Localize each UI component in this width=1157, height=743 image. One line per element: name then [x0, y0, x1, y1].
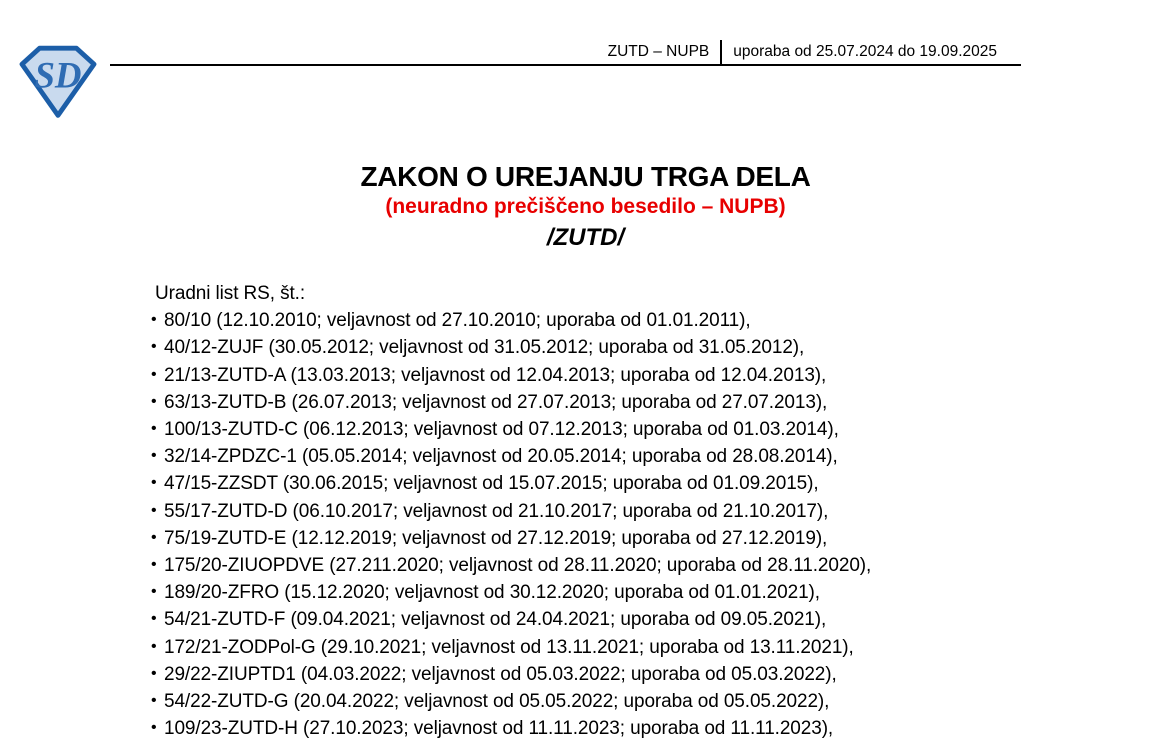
- bullet-icon: •: [151, 610, 157, 628]
- amendment-item: [151, 715, 1117, 742]
- amendment-text: 80/10 (12.10.2010; veljavnost od 27.10.2010; uporaba od 01.01.2011),: [164, 310, 751, 332]
- bullet-icon: •: [151, 719, 157, 737]
- amendment-text: 47/15-ZZSDT (30.06.2015; veljavnost od 15.07.2015; uporaba od 01.09.2015),: [164, 473, 819, 495]
- bullet-icon: •: [151, 692, 157, 710]
- amendments-section: [151, 280, 1117, 742]
- document-title: ZAKON O UREJANJU TRGA DELA: [360, 161, 811, 192]
- title-block: [0, 161, 1157, 253]
- amendments-list: [151, 307, 1117, 742]
- amendment-item: [151, 525, 1117, 552]
- bullet-icon: •: [151, 392, 157, 410]
- document-abbreviation: /ZUTD/: [546, 224, 625, 251]
- header-doc-code: ZUTD – NUPB: [607, 43, 710, 60]
- bullet-icon: •: [151, 501, 157, 519]
- bullet-icon: •: [151, 311, 157, 329]
- amendment-item: [151, 443, 1117, 470]
- bullet-icon: •: [151, 528, 157, 546]
- publisher-logo: [18, 44, 98, 118]
- bullet-icon: •: [151, 365, 157, 383]
- header-divider: [720, 40, 722, 65]
- amendment-item: [151, 688, 1117, 715]
- amendment-text: 172/21-ZODPol-G (29.10.2021; veljavnost od 13.11.2021; uporaba od 13.11.2021),: [164, 636, 854, 658]
- bullet-icon: •: [151, 556, 157, 574]
- amendment-item: [151, 606, 1117, 633]
- amendment-text: 189/20-ZFRO (15.12.2020; veljavnost od 30.12.2020; uporaba od 01.01.2021),: [164, 582, 820, 604]
- amendment-item: [151, 552, 1117, 579]
- amendment-item: [151, 389, 1117, 416]
- amendment-text: 63/13-ZUTD-B (26.07.2013; veljavnost od 27.07.2013; uporaba od 27.07.2013),: [164, 391, 828, 413]
- amendment-item: [151, 579, 1117, 606]
- amendment-item: [151, 661, 1117, 688]
- bullet-icon: •: [151, 447, 157, 465]
- bullet-icon: •: [151, 664, 157, 682]
- bullet-icon: •: [151, 338, 157, 356]
- bullet-icon: •: [151, 474, 157, 492]
- amendment-text: 55/17-ZUTD-D (06.10.2017; veljavnost od 21.10.2017; uporaba od 21.10.2017),: [164, 500, 829, 522]
- bullet-icon: •: [151, 420, 157, 438]
- amendment-text: 29/22-ZIUPTD1 (04.03.2022; veljavnost od 05.03.2022; uporaba od 05.03.2022),: [164, 663, 837, 685]
- amendment-item: [151, 307, 1117, 334]
- amendment-item: [151, 634, 1117, 661]
- bullet-icon: •: [151, 583, 157, 601]
- amendment-text: 175/20-ZIUOPDVE (27.211.2020; veljavnost od 28.11.2020; uporaba od 28.11.2020),: [164, 555, 872, 577]
- amendment-text: 109/23-ZUTD-H (27.10.2023; veljavnost od 11.11.2023; uporaba od 11.11.2023),: [164, 718, 834, 740]
- running-header: [608, 41, 997, 65]
- amendment-item: [151, 470, 1117, 497]
- amendment-text: 100/13-ZUTD-C (06.12.2013; veljavnost od 07.12.2013; uporaba od 01.03.2014),: [164, 419, 839, 441]
- amendment-item: [151, 334, 1117, 361]
- amendment-item: [151, 498, 1117, 525]
- amendment-item: [151, 362, 1117, 389]
- amendment-text: 54/22-ZUTD-G (20.04.2022; veljavnost od 05.05.2022; uporaba od 05.05.2022),: [164, 691, 830, 713]
- document-subtitle: (neuradno prečiščeno besedilo – NUPB): [385, 195, 786, 218]
- list-intro: Uradni list RS, št.:: [155, 283, 306, 304]
- amendment-text: 32/14-ZPDZC-1 (05.05.2014; veljavnost od 20.05.2014; uporaba od 28.08.2014),: [164, 446, 838, 468]
- amendment-text: 40/12-ZUJF (30.05.2012; veljavnost od 31.05.2012; uporaba od 31.05.2012),: [164, 337, 805, 359]
- amendment-text: 54/21-ZUTD-F (09.04.2021; veljavnost od 24.04.2021; uporaba od 09.05.2021),: [164, 609, 827, 631]
- header-validity: uporaba od 25.07.2024 do 19.09.2025: [733, 43, 997, 60]
- amendment-item: [151, 416, 1117, 443]
- amendment-text: 21/13-ZUTD-A (13.03.2013; veljavnost od 12.04.2013; uporaba od 12.04.2013),: [164, 364, 827, 386]
- amendment-text: 75/19-ZUTD-E (12.12.2019; veljavnost od 27.12.2019; uporaba od 27.12.2019),: [164, 527, 828, 549]
- bullet-icon: •: [151, 637, 157, 655]
- logo-monogram: SD: [34, 54, 82, 96]
- header-rule: [110, 64, 1021, 66]
